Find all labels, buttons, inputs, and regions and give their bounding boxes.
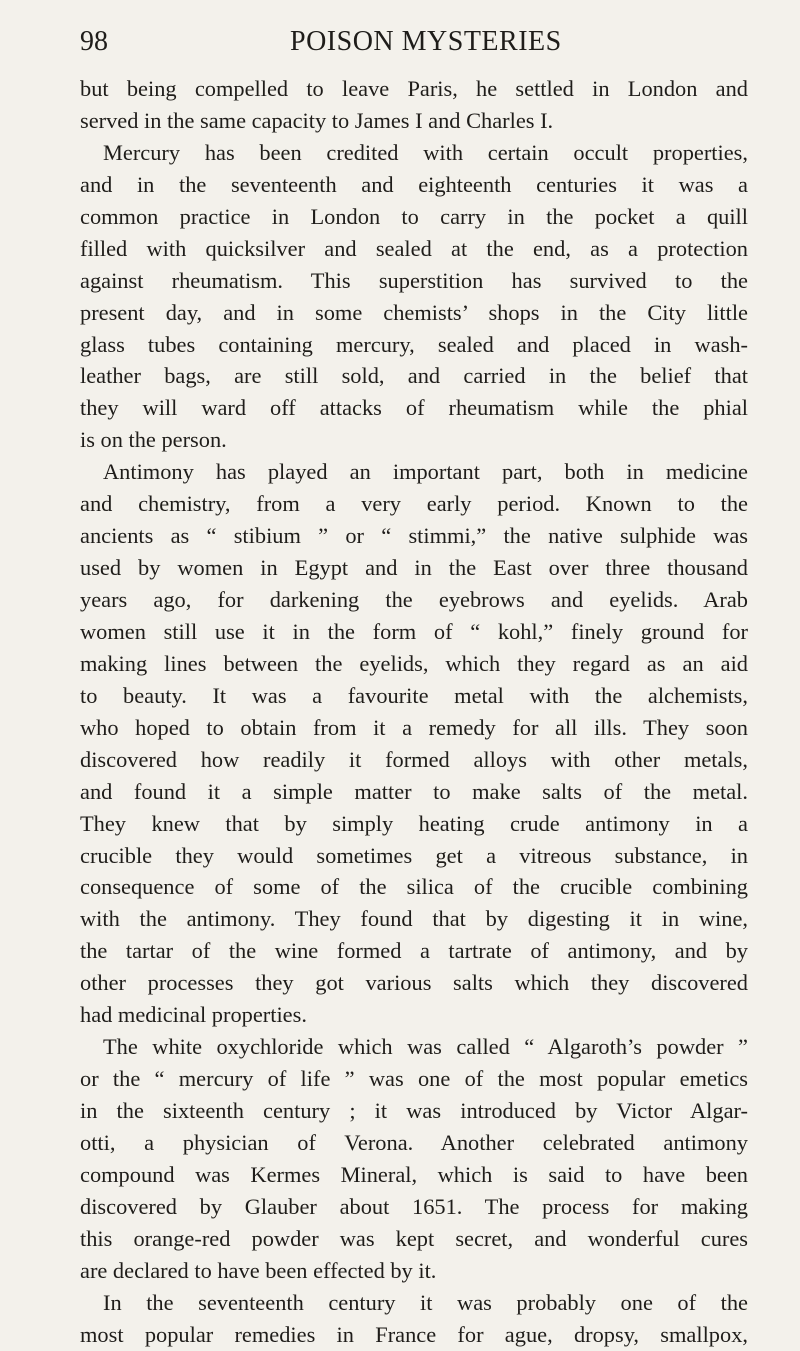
text-line: this orange-red powder was kept secret, and wonderful cures (80, 1225, 748, 1251)
text-line: used by women in Egypt and in the East over three thousand (80, 555, 748, 581)
text-line: the tartar of the wine formed a tartrate of antimony, and by (80, 938, 748, 964)
text-line: served in the same capacity to James I and Charles I. (80, 107, 554, 133)
text-line: is on the person. (80, 427, 227, 453)
text-line: crucible they would sometimes get a vitreous substance, in (80, 842, 748, 868)
text-line: Antimony has played an important part, both in medicine (103, 459, 748, 485)
text-line: or the “ mercury of life ” was one of the most popular emetics (80, 1066, 748, 1092)
text-line: compound was Kermes Mineral, which is said to have been (80, 1161, 748, 1187)
text-line: who hoped to obtain from it a remedy for all ills. They soon (80, 714, 748, 740)
text-line: discovered how readily it formed alloys with other metals, (80, 746, 748, 772)
text-line: common practice in London to carry in the pocket a quill (80, 203, 748, 229)
text-line: and found it a simple matter to make salts of the metal. (80, 778, 748, 804)
text-line: present day, and in some chemists’ shops in the City little (80, 299, 748, 325)
text-line: consequence of some of the silica of the crucible combining (80, 874, 748, 900)
text-line: and in the seventeenth and eighteenth centuries it was a (80, 171, 748, 197)
text-line: making lines between the eyelids, which they regard as an aid (80, 650, 748, 676)
text-line: are declared to have been effected by it. (80, 1257, 437, 1283)
text-line: with the antimony. They found that by digesting it in wine, (80, 906, 748, 932)
page-header (80, 22, 748, 62)
running-title: POISON MYSTERIES (290, 26, 562, 57)
text-line: in the sixteenth century ; it was introduced by Victor Algar- (80, 1098, 748, 1123)
text-line: leather bags, are still sold, and carried in the belief that (80, 363, 748, 389)
text-line: to beauty. It was a favourite metal with the alchemists, (80, 682, 748, 708)
text-line: glass tubes containing mercury, sealed and placed in wash- (80, 331, 748, 357)
page-number: 98 (80, 26, 108, 57)
text-line: In the seventeenth century it was probably one of the (103, 1289, 748, 1315)
text-line: discovered by Glauber about 1651. The process for making (80, 1193, 748, 1219)
text-line: Mercury has been credited with certain occult properties, (103, 139, 748, 165)
text-line: and chemistry, from a very early period. Known to the (80, 491, 748, 517)
text-line: otti, a physician of Verona. Another celebrated antimony (80, 1129, 748, 1155)
text-line: but being compelled to leave Paris, he settled in London and (80, 76, 748, 101)
body-text (80, 73, 748, 1351)
text-line: years ago, for darkening the eyebrows and eyelids. Arab (80, 587, 748, 612)
text-line: They knew that by simply heating crude antimony in a (80, 810, 748, 836)
text-line: most popular remedies in France for ague, dropsy, smallpox, (80, 1321, 748, 1347)
text-line: against rheumatism. This superstition has survived to the (80, 267, 748, 293)
text-line: they will ward off attacks of rheumatism while the phial (80, 395, 748, 421)
text-line: had medicinal properties. (80, 1002, 307, 1028)
text-line: The white oxychloride which was called “ Algaroth’s powder ” (103, 1034, 748, 1060)
text-line: filled with quicksilver and sealed at the end, as a protection (80, 235, 748, 261)
text-line: ancients as “ stibium ” or “ stimmi,” the native sulphide was (80, 523, 748, 549)
text-line: women still use it in the form of “ kohl,” finely ground for (80, 618, 748, 644)
text-line: other processes they got various salts which they discovered (80, 970, 748, 996)
